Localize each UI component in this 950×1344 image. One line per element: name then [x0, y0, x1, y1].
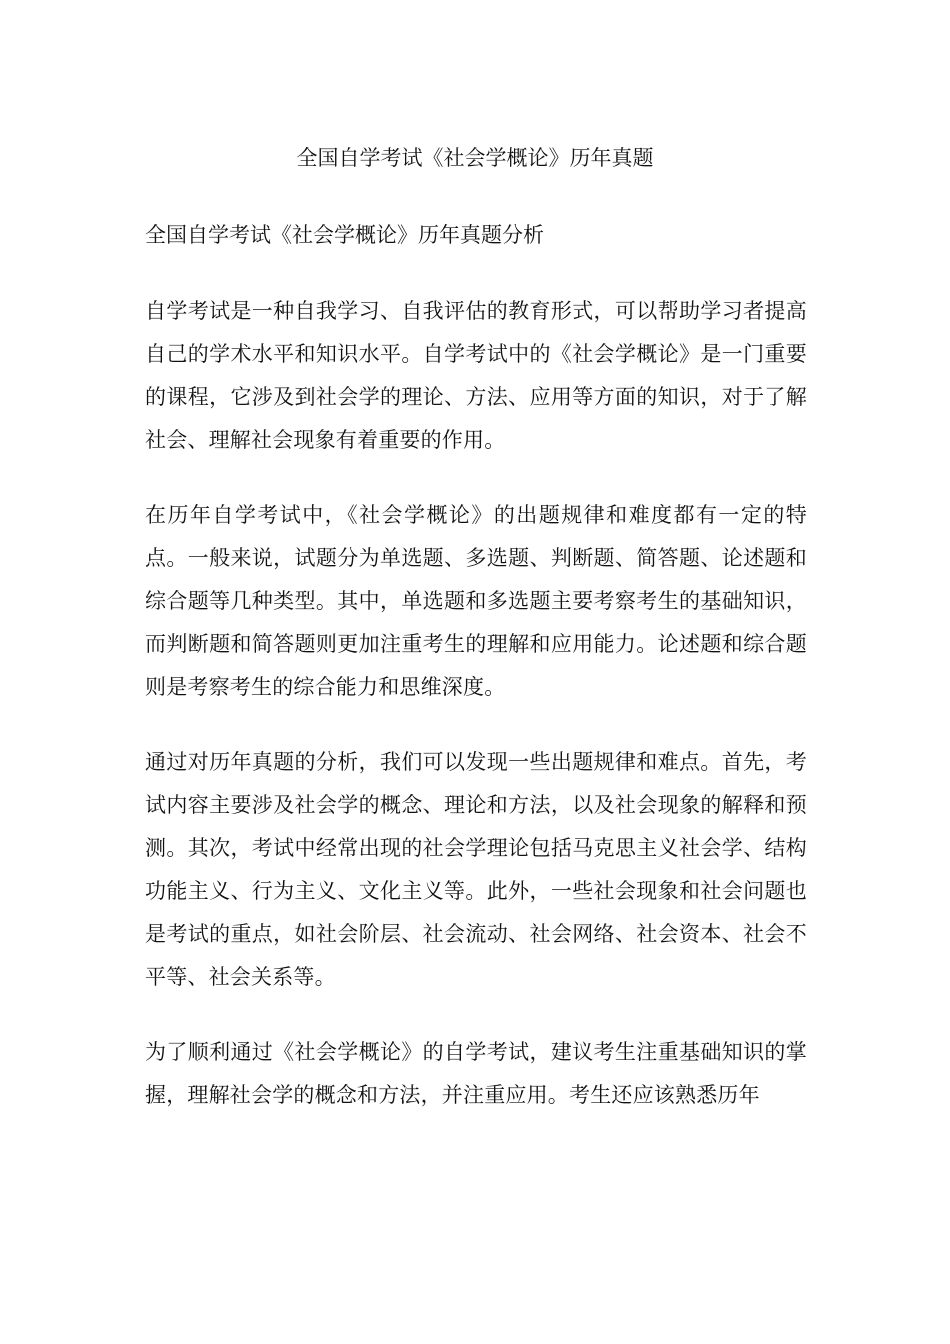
document-title: 全国自学考试《社会学概论》历年真题 [296, 146, 654, 170]
document-body [145, 290, 807, 1149]
paragraph-4: 为了顺利通过《社会学概论》的自学考试，建议考生注重基础知识的掌握，理解社会学的概念和方法，并注重应用。考生还应该熟悉历年 [145, 1040, 807, 1107]
paragraph-2: 在历年自学考试中，《社会学概论》的出题规律和难度都有一定的特点。一般来说，试题分为单选题、多选题、判断题、简答题、论述题和综合题等几种类型。其中，单选题和多选题主要考察考生的基础知识，而判断题和简答题则更加注重考生的理解和应用能力。论述题和综合题则是考察考生的综合能力和思维深度。 [145, 503, 807, 699]
document-subtitle: 全国自学考试《社会学概论》历年真题分析 [145, 223, 544, 247]
paragraph-1: 自学考试是一种自我学习、自我评估的教育形式，可以帮助学习者提高自己的学术水平和知识水平。自学考试中的《社会学概论》是一门重要的课程，它涉及到社会学的理论、方法、应用等方面的知识，对于了解社会、理解社会现象有着重要的作用。 [145, 299, 807, 452]
paragraph-3: 通过对历年真题的分析，我们可以发现一些出题规律和难点。首先，考试内容主要涉及社会学的概念、理论和方法，以及社会现象的解释和预测。其次，考试中经常出现的社会学理论包括马克思主义社会学、结构功能主义、行为主义、文化主义等。此外，一些社会现象和社会问题也是考试的重点，如社会阶层、社会流动、社会网络、社会资本、社会不平等、社会关系等。 [145, 750, 807, 989]
